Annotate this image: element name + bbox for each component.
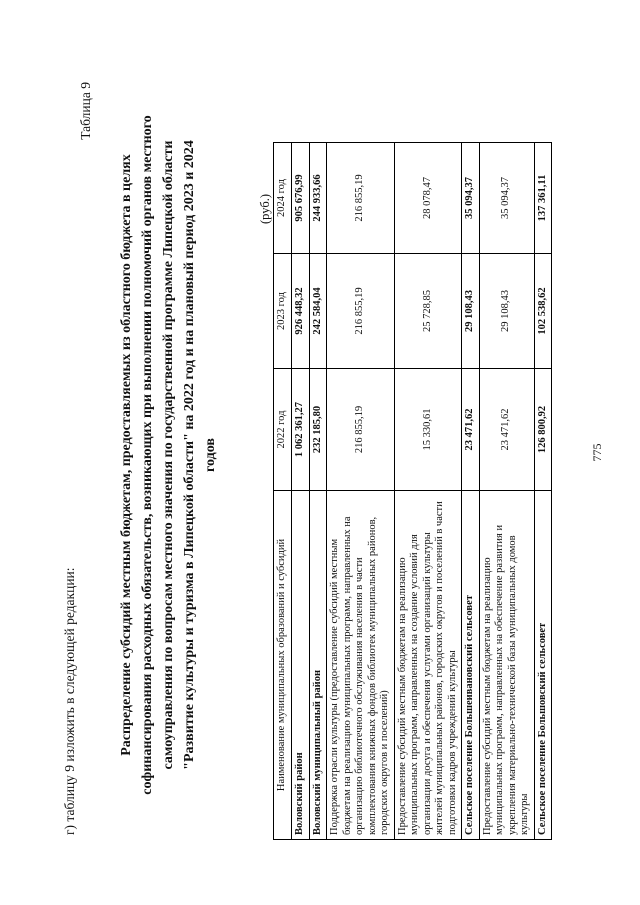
- table-row: [309, 143, 327, 840]
- row-name: Предоставление субсидий местным бюджетам на реализацию муниципальных программ, направленных на обеспечение развития и укрепления материально-технической базы муниципальных домов культуры: [479, 491, 534, 840]
- value-2023: 29 108,43: [479, 254, 534, 369]
- title-line: самоуправления по вопросам местного значения по государственной программе Липецкой области: [161, 140, 176, 770]
- header-cell: 2022 год: [274, 369, 292, 491]
- value-2022: 1 062 361,27: [292, 369, 310, 491]
- page-number: 775: [590, 443, 604, 462]
- row-name: Поддержка отрасли культуры (предоставление субсидий местным бюджетам на реализацию муниципальных программ, направленных на организацию библиотечного обслуживания населения в части комплектования книжных фондов библиотек муниципальных районов, городских округов и поселений): [327, 491, 395, 840]
- header-cell: 2024 год: [274, 143, 292, 254]
- row-name: Сельское поселение Большеивановский сельсовет: [462, 491, 480, 840]
- value-2024: 35 094,37: [479, 143, 534, 254]
- value-2024: 216 855,19: [327, 143, 395, 254]
- table-row: [292, 143, 310, 840]
- value-2023: 102 538,62: [534, 254, 552, 369]
- intro-text: г) таблицу 9 изложить в следующей редакции:: [62, 567, 77, 835]
- header-cell: 2023 год: [274, 254, 292, 369]
- table-row: [327, 143, 395, 840]
- row-name: Предоставление субсидий местным бюджетам на реализацию муниципальных программ, направленных на создание условий для организации досуга и обеспечения услугами организаций культуры жителей муниципальных районов, городских округов и поселений в части подготовки кадров учреждений культуры: [394, 491, 462, 840]
- unit-label: (руб.): [258, 194, 272, 224]
- row-name: Воловский район: [292, 491, 310, 840]
- value-2022: 126 800,92: [534, 369, 552, 491]
- table-number: Таблица 9: [78, 82, 93, 140]
- value-2023: 216 855,19: [327, 254, 395, 369]
- value-2023: 29 108,43: [462, 254, 480, 369]
- table-title: [116, 25, 221, 885]
- value-2023: 926 448,32: [292, 254, 310, 369]
- title-line: годов: [203, 438, 218, 472]
- value-2024: 137 361,11: [534, 143, 552, 254]
- title-line: софинансирования расходных обязательств, возникающих при выполнении полномочий органов местного: [140, 115, 155, 795]
- value-2023: 242 584,04: [309, 254, 327, 369]
- title-line: "Развитие культуры и туризма в Липецкой области" на 2022 год и на плановый период 2023 и 2024: [182, 140, 197, 770]
- subsidy-table: [273, 142, 552, 840]
- value-2022: 23 471,62: [462, 369, 480, 491]
- value-2022: 15 330,61: [394, 369, 462, 491]
- table-header-row: [274, 143, 292, 840]
- table-row: [479, 143, 534, 840]
- table-row: [394, 143, 462, 840]
- value-2024: 35 094,37: [462, 143, 480, 254]
- value-2024: 905 676,99: [292, 143, 310, 254]
- header-cell: Наименование муниципальных образований и субсидий: [274, 491, 292, 840]
- value-2022: 232 185,80: [309, 369, 327, 491]
- title-line: Распределение субсидий местным бюджетам, предоставляемых из областного бюджета в целях: [119, 154, 134, 756]
- row-name: Сельское поселение Большовский сельсовет: [534, 491, 552, 840]
- table-row: [534, 143, 552, 840]
- value-2022: 23 471,62: [479, 369, 534, 491]
- row-name: Воловский муниципальный район: [309, 491, 327, 840]
- value-2024: 28 078,47: [394, 143, 462, 254]
- value-2022: 216 855,19: [327, 369, 395, 491]
- table-row: [462, 143, 480, 840]
- value-2023: 25 728,85: [394, 254, 462, 369]
- value-2024: 244 933,66: [309, 143, 327, 254]
